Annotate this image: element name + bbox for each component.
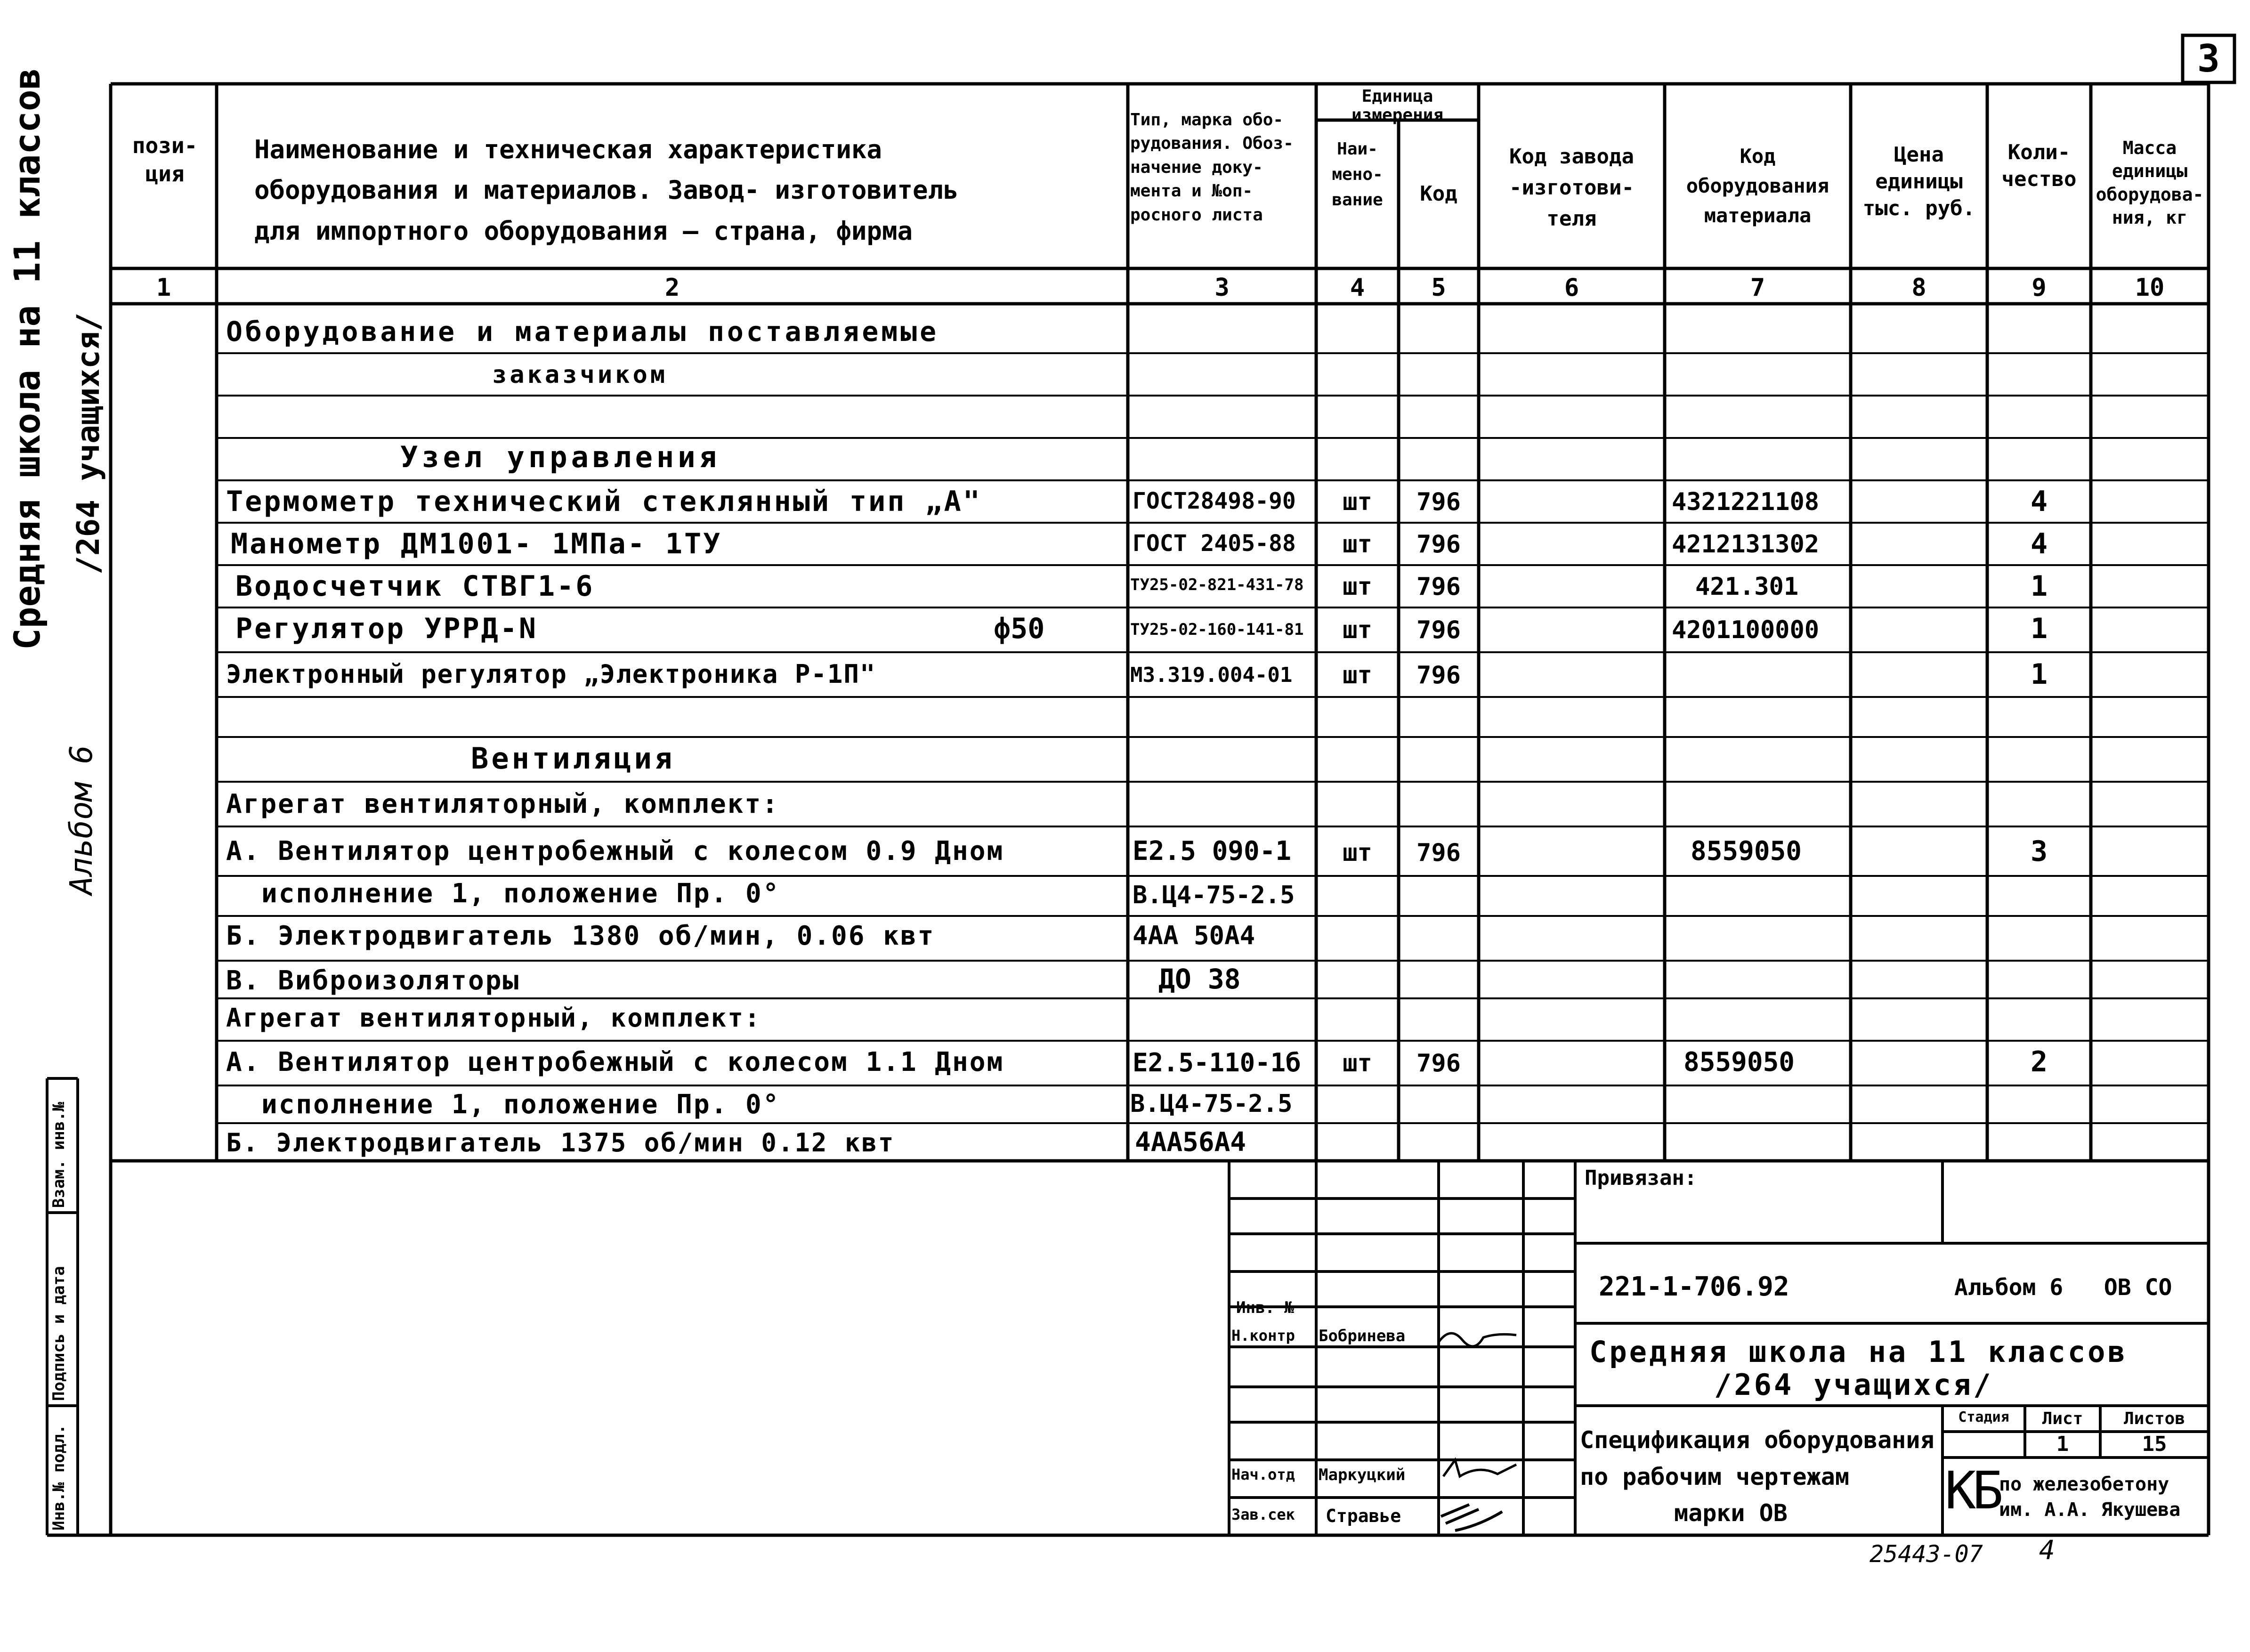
header-unit-name: Наи- мено- вание xyxy=(1332,139,1383,210)
table-row-name: В. Виброизоляторы xyxy=(226,965,520,996)
sheets-value: 15 xyxy=(2142,1432,2167,1456)
table-row-unit: шт xyxy=(1343,530,1372,559)
table-row-mat-code: 4321221108 xyxy=(1672,488,1820,516)
table-row-name: А. Вентилятор центробежный с колесом 1.1 Дном xyxy=(226,1047,1004,1077)
signature-scribble-3 xyxy=(1436,1498,1516,1535)
sheets-label: Листов xyxy=(2123,1409,2185,1428)
stamp-signature-date: Подпись и дата xyxy=(49,1266,68,1401)
header-material-code: Код оборудования материала xyxy=(1686,145,1829,227)
album-mark: Альбом 6 ОВ СО xyxy=(1954,1274,2172,1301)
archive-number: 25443-07 xyxy=(1870,1540,1983,1568)
table-row-type: Е2.5 090-1 xyxy=(1133,836,1292,866)
table-row-type: ГОСТ28498-90 xyxy=(1133,488,1296,514)
table-row-code: 796 xyxy=(1416,573,1461,601)
table-row-mat-code: 4201100000 xyxy=(1672,616,1820,644)
table-row-type: ТУ25-02-160-141-81 xyxy=(1130,620,1304,639)
table-row-name: Термометр технический стеклянный тип „А" xyxy=(226,485,982,518)
header-mass: Масса единицы оборудова- ния, кг xyxy=(2096,138,2204,228)
table-row-unit: шт xyxy=(1343,1049,1372,1077)
project-title: Средняя школа на 11 классов xyxy=(1589,1335,2128,1369)
table-row-name: Электронный регулятор „Электроника Р-1П" xyxy=(226,659,876,689)
table-row-qty: 2 xyxy=(2030,1045,2048,1078)
col-number-9: 9 xyxy=(2031,274,2047,302)
table-row-qty: 3 xyxy=(2030,835,2048,868)
table-row-name: Манометр ДМ1001- 1МПа- 1ТУ xyxy=(231,527,722,560)
table-row-type: В.Ц4-75-2.5 xyxy=(1130,1090,1293,1118)
sheet-label: Лист xyxy=(2042,1409,2083,1428)
header-name: Наименование и техническая характеристика оборудования и материалов. Завод- изготовитель для импортного оборудования – страна, фирма xyxy=(254,135,959,246)
sheet-number: 3 xyxy=(2197,37,2220,81)
signature-role: Н.контр xyxy=(1231,1327,1295,1344)
table-row-code: 796 xyxy=(1416,488,1461,516)
table-row-qty: 4 xyxy=(2030,527,2048,560)
privyazan-label: Привязан: xyxy=(1585,1166,1697,1190)
table-row-type: 4АА 50А4 xyxy=(1133,921,1255,950)
org-name: по железобетону им. А.А. Якушева xyxy=(1999,1474,2181,1521)
sheet-value: 1 xyxy=(2056,1432,2069,1456)
table-row-name: Оборудование и материалы поставляемые xyxy=(226,316,939,348)
table-row-code: 796 xyxy=(1416,661,1461,689)
album-label: Альбом 6 xyxy=(63,745,99,895)
table-row-type: ДО 38 xyxy=(1158,963,1241,995)
table-row-name: Регулятор УРРД-N xyxy=(235,612,538,645)
table-row-name: Б. Электродвигатель 1380 об/мин, 0.06 квт xyxy=(226,921,935,951)
table-row-code: 796 xyxy=(1416,1049,1461,1077)
header-unit-group: Единица измерения xyxy=(1351,87,1444,125)
table-row-qty: 1 xyxy=(2030,658,2048,691)
table-row-mat-code: 8559050 xyxy=(1683,1047,1795,1077)
doc-title: Спецификация оборудования по рабочим чертежам марки ОВ xyxy=(1580,1426,1934,1527)
doc-code: 221-1-706.92 xyxy=(1599,1271,1789,1302)
table-row-name: Водосчетчик СТВГ1-6 xyxy=(235,570,595,603)
table-row-qty: 1 xyxy=(2030,612,2048,645)
table-row-name: Агрегат вентиляторный, комплект: xyxy=(226,789,779,819)
header-price: Цена единицы тыс. руб. xyxy=(1862,143,1975,221)
section-heading: Вентиляция xyxy=(471,741,675,776)
signature-scribble-2 xyxy=(1441,1455,1521,1483)
table-row-code: 796 xyxy=(1416,839,1461,867)
table-row-name: Агрегат вентиляторный, комплект: xyxy=(226,1003,761,1033)
table-row-unit: шт xyxy=(1343,488,1372,516)
col-number-6: 6 xyxy=(1564,274,1579,302)
table-row-unit: шт xyxy=(1343,839,1372,867)
table-row-code: 796 xyxy=(1416,530,1461,559)
header-position: пози- ция xyxy=(132,133,198,186)
header-unit-code: Код xyxy=(1420,182,1457,206)
table-row-diameter: ф50 xyxy=(994,612,1045,645)
project-subtitle: /264 учащихся/ xyxy=(1714,1368,1993,1402)
stamp-inv-podl: Инв.№ подл. xyxy=(49,1424,68,1531)
header-type: Тип, марка обо- рудования. Обоз- начение доку- мента и №оп- росного листа xyxy=(1130,110,1294,225)
stamp-vzam-inv: Взам. инв.№ xyxy=(49,1101,68,1208)
col-number-3: 3 xyxy=(1214,274,1230,302)
col-number-4: 4 xyxy=(1350,274,1365,302)
table-row-type: ТУ25-02-821-431-78 xyxy=(1130,575,1304,594)
table-row-name: заказчиком xyxy=(492,361,668,389)
table-row-type: В.Ц4-75-2.5 xyxy=(1133,881,1295,909)
signature-role: Нач.отд xyxy=(1231,1466,1295,1483)
table-row-name: А. Вентилятор центробежный с колесом 0.9 Дном xyxy=(226,836,1004,866)
table-row-unit: шт xyxy=(1343,616,1372,644)
col-number-1: 1 xyxy=(156,274,171,302)
table-row-code: 796 xyxy=(1416,616,1461,644)
signature-scribble-1 xyxy=(1436,1323,1521,1352)
org-mark: КБ xyxy=(1945,1460,2000,1521)
signature-name: Стравье xyxy=(1326,1506,1401,1526)
page-index: 4 xyxy=(2039,1535,2055,1566)
col-number-7: 7 xyxy=(1750,274,1765,302)
table-row-type: ГОСТ 2405-88 xyxy=(1133,530,1296,557)
table-row-name: Б. Электродвигатель 1375 об/мин 0.12 квт xyxy=(226,1128,895,1158)
table-row-unit: шт xyxy=(1343,661,1372,689)
col-number-2: 2 xyxy=(664,274,680,302)
header-quantity: Коли- чество xyxy=(2001,140,2077,192)
table-row-type: Е2.5-110-1б xyxy=(1133,1048,1301,1077)
col-number-8: 8 xyxy=(1911,274,1926,302)
margin-title-line2: /264 учащихся/ xyxy=(70,312,106,575)
stage-label: Стадия xyxy=(1958,1409,2009,1425)
table-row-mat-code: 421.301 xyxy=(1695,573,1799,601)
table-row-qty: 1 xyxy=(2030,570,2048,603)
table-row-unit: шт xyxy=(1343,573,1372,601)
signature-name: Бобринева xyxy=(1319,1327,1406,1345)
col-number-10: 10 xyxy=(2135,274,2165,302)
table-row-type: МЗ.319.004-01 xyxy=(1130,663,1293,687)
table-row-type: 4АА56А4 xyxy=(1135,1127,1246,1158)
table-row-qty: 4 xyxy=(2030,485,2048,518)
table-row-name: исполнение 1, положение Пр. 0° xyxy=(261,878,780,909)
margin-title-line1: Средняя школа на 11 классов xyxy=(6,68,48,650)
section-heading: Узел управления xyxy=(400,440,720,474)
table-row-mat-code: 4212131302 xyxy=(1672,530,1820,559)
signature-name: Маркуцкий xyxy=(1319,1466,1406,1484)
signature-role: Зав.сек xyxy=(1231,1506,1295,1523)
inv-label: Инв. № xyxy=(1236,1298,1294,1317)
col-number-5: 5 xyxy=(1431,274,1446,302)
header-factory-code: Код завода -изготови- теля xyxy=(1509,145,1634,231)
table-row-mat-code: 8559050 xyxy=(1691,836,1802,866)
table-row-name: исполнение 1, положение Пр. 0° xyxy=(261,1089,780,1120)
